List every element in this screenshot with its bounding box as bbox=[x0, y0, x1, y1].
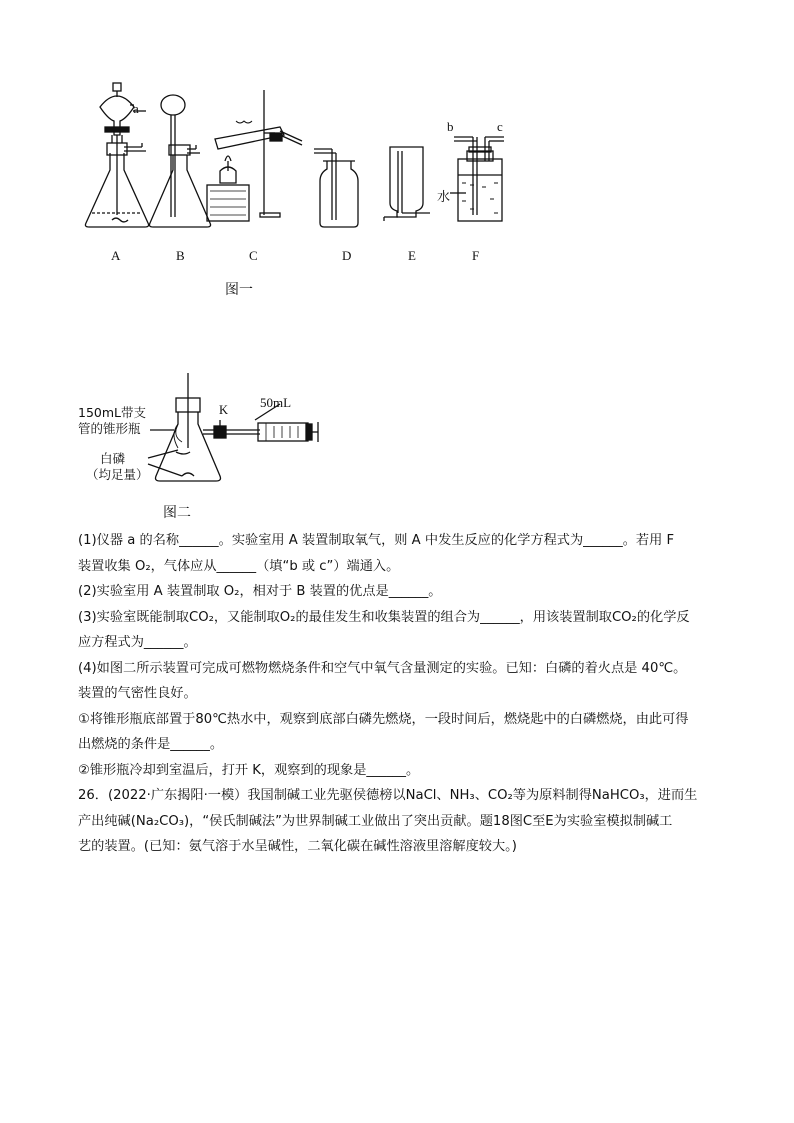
figure-2-caption: 图二 bbox=[163, 505, 191, 521]
apparatus-b bbox=[149, 95, 210, 227]
text-line: 装置的气密性良好。 bbox=[78, 686, 197, 701]
apparatus-c bbox=[207, 90, 302, 221]
text-line: 艺的装置。(已知：氨气溶于水呈碱性，二氧化碳在碱性溶液里溶解度较大。) bbox=[78, 839, 517, 854]
text-line: 应方程式为______。 bbox=[78, 635, 197, 650]
figure-2-apparatus bbox=[70, 368, 360, 523]
phosphorus-label bbox=[86, 451, 149, 483]
apparatus-d bbox=[314, 149, 358, 227]
apparatus-a bbox=[85, 83, 148, 227]
apparatus-f bbox=[450, 137, 504, 221]
label-b: b bbox=[447, 119, 454, 134]
apparatus-label-a: A bbox=[111, 248, 121, 263]
figure-1-caption: 图一 bbox=[225, 282, 253, 298]
text-line: 装置收集 O₂，气体应从______（填“b 或 c”）端通入。 bbox=[78, 558, 400, 574]
flask-label-line2: 管的锥形瓶 bbox=[78, 421, 141, 436]
apparatus-label-e: E bbox=[408, 248, 416, 263]
text-line: (4)如图二所示装置可完成可燃物燃烧条件和空气中氧气含量测定的实验。已知：白磷的着火点是 40℃。 bbox=[78, 660, 687, 676]
text-line: (3)实验室既能制取CO₂，又能制取O₂的最佳发生和收集装置的组合为______，用该装置制取CO₂的化学反 bbox=[78, 609, 690, 625]
apparatus-label-d: D bbox=[342, 248, 352, 263]
question-text bbox=[78, 528, 723, 860]
phosphorus-line1: 白磷 bbox=[100, 451, 126, 466]
apparatus-label-b: B bbox=[176, 248, 185, 263]
flask-label bbox=[78, 405, 146, 437]
text-line: 产出纯碱(Na₂CO₃)，“侯氏制碱法”为世界制碱工业做出了突出贡献。题18图C至E为实验室模拟制碱工 bbox=[78, 813, 673, 829]
apparatus-label-c: C bbox=[249, 248, 258, 263]
flask-label-line1: 150mL带支 bbox=[78, 405, 146, 420]
text-line: (1)仪器 a 的名称______。实验室用 A 装置制取氧气，则 A 中发生反应的化学方程式为______。若用 F bbox=[78, 533, 675, 548]
text-line: ①将锥形瓶底部置于80℃热水中，观察到底部白磷先燃烧，一段时间后，燃烧匙中的白磷燃烧，由此可得 bbox=[78, 711, 689, 727]
label-c: c bbox=[497, 119, 503, 134]
text-line: ②锥形瓶冷却到室温后，打开 K，观察到的现象是______。 bbox=[78, 762, 420, 778]
text-line: 26．(2022·广东揭阳·一模）我国制碱工业先驱侯德榜以NaCl、NH₃、CO₂等为原料制得NaHCO₃，进而生 bbox=[78, 788, 698, 803]
phosphorus-line2: （均足量） bbox=[86, 467, 149, 482]
figure-1-apparatus bbox=[70, 75, 550, 305]
label-a: a bbox=[133, 101, 139, 116]
syringe-volume-label: 50mL bbox=[260, 395, 292, 410]
apparatus-e bbox=[384, 147, 430, 221]
valve-k-label: K bbox=[219, 403, 229, 417]
label-water: 水 bbox=[437, 190, 451, 205]
text-line: 出燃烧的条件是______。 bbox=[78, 737, 224, 752]
apparatus-label-f: F bbox=[472, 248, 480, 263]
text-line: (2)实验室用 A 装置制取 O₂，相对于 B 装置的优点是______。 bbox=[78, 584, 442, 599]
